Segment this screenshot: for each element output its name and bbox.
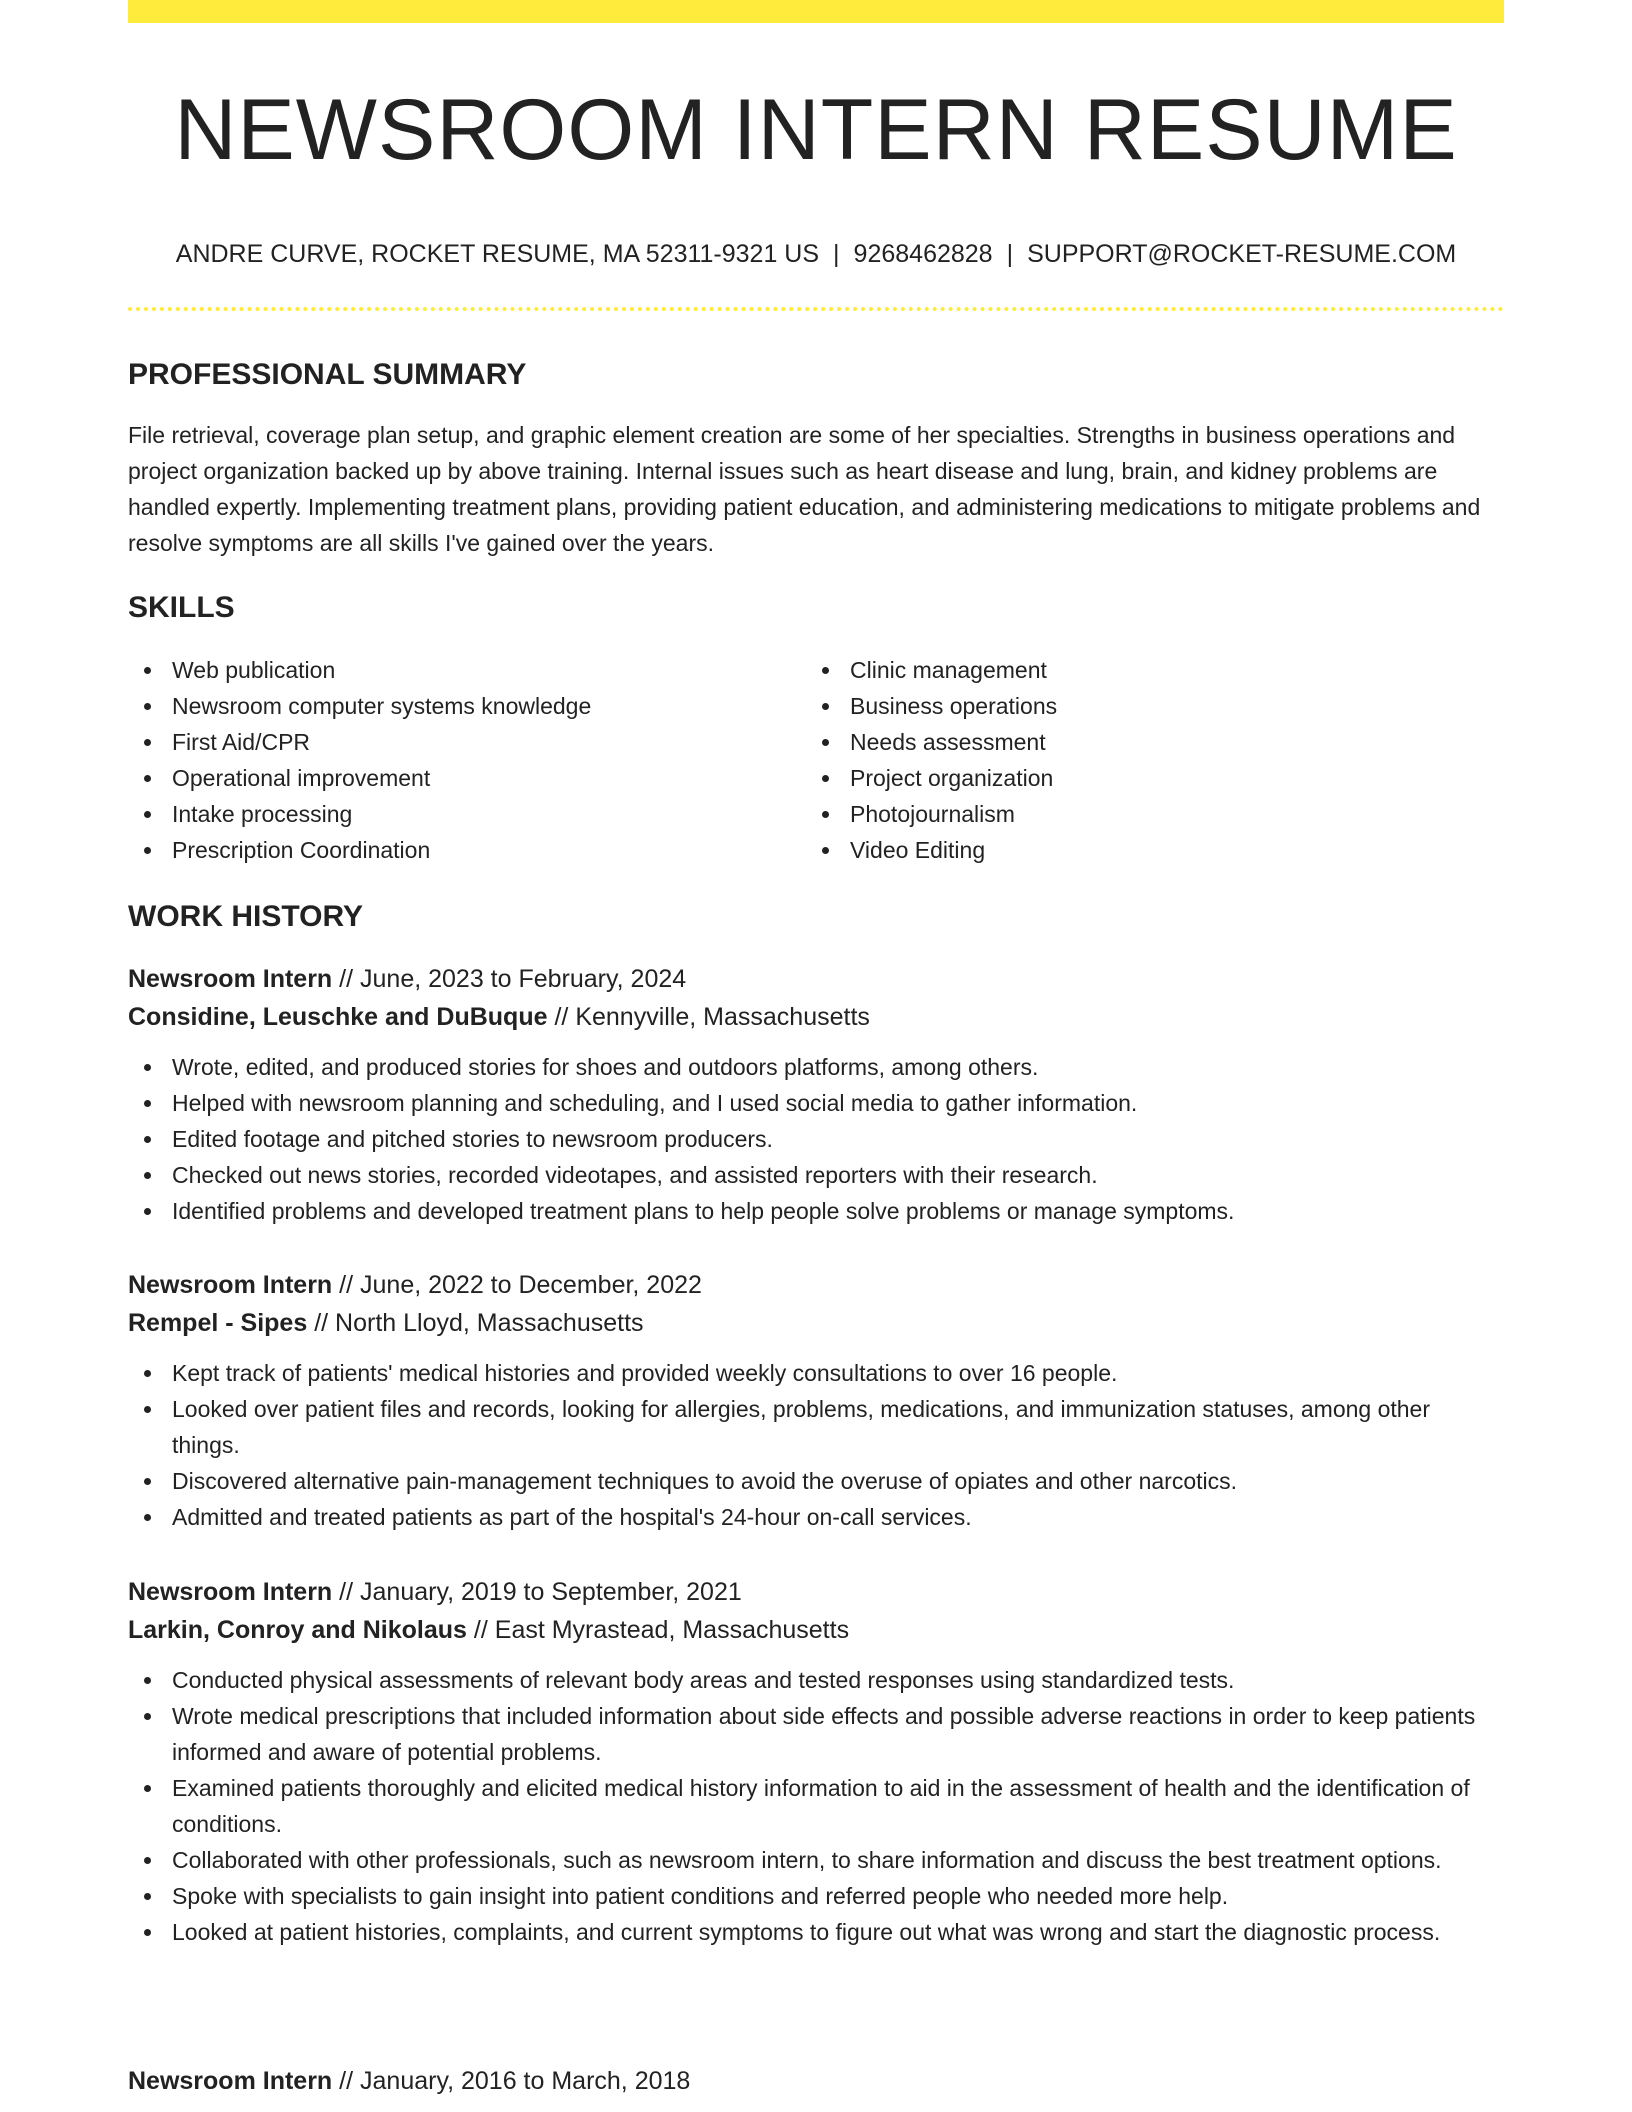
job-dates: June, 2022 to December, 2022 xyxy=(360,1271,702,1299)
job-duty-item: Spoke with specialists to gain insight into patient conditions and referred people who needed more help. xyxy=(128,1878,1504,1914)
skills-heading: SKILLS xyxy=(128,591,235,624)
skill-item: Business operations xyxy=(806,688,1466,724)
job-duties-list xyxy=(128,1355,1504,1535)
skill-item: Prescription Coordination xyxy=(128,832,788,868)
job-company: Considine, Leuschke and DuBuque xyxy=(128,1003,548,1031)
summary-text: File retrieval, coverage plan setup, and graphic element creation are some of her specialties. Strengths in business operations and project organization backed up by above training. Internal issues such as heart disease and lung, brain, and kidney problems are handled expertly. Implementing treatment plans, providing patient education, and administering medications to mitigate problems and resolve symptoms are all skills I've gained over the years. xyxy=(128,422,1481,556)
job-dates: January, 2019 to September, 2021 xyxy=(360,1578,742,1606)
job-duties-list xyxy=(128,1049,1504,1229)
contact-separator: | xyxy=(1006,240,1014,268)
contact-phone: 9268462828 xyxy=(853,240,993,268)
job-dates: June, 2023 to February, 2024 xyxy=(360,965,687,993)
resume-page xyxy=(128,0,1504,2112)
job-entry xyxy=(128,2062,1504,2100)
skill-item: Photojournalism xyxy=(806,796,1466,832)
job-company: Larkin, Conroy and Nikolaus xyxy=(128,1616,467,1644)
skill-item: Project organization xyxy=(806,760,1466,796)
job-title-line xyxy=(128,1266,1504,1304)
job-entry xyxy=(128,960,1504,1229)
job-company-line xyxy=(128,1304,1504,1342)
job-separator: // xyxy=(473,1616,488,1644)
contact-separator: | xyxy=(833,240,840,268)
skill-item: Newsroom computer systems knowledge xyxy=(128,688,788,724)
contact-email: SUPPORT@ROCKET-RESUME.COM xyxy=(1027,240,1457,268)
skills-column-right xyxy=(806,652,1466,868)
job-title-line xyxy=(128,1573,1504,1611)
job-duty-item: Discovered alternative pain-management techniques to avoid the overuse of opiates and other narcotics. xyxy=(128,1463,1504,1499)
summary-heading: PROFESSIONAL SUMMARY xyxy=(128,358,527,391)
skill-item: Intake processing xyxy=(128,796,788,832)
job-duty-item: Collaborated with other professionals, such as newsroom intern, to share information and discuss the best treatment options. xyxy=(128,1842,1504,1878)
job-duty-item: Examined patients thoroughly and elicited medical history information to aid in the assessment of health and the identification of conditions. xyxy=(128,1770,1504,1842)
job-company-line xyxy=(128,998,1504,1036)
job-duty-item: Helped with newsroom planning and scheduling, and I used social media to gather information. xyxy=(128,1085,1504,1121)
job-title: Newsroom Intern xyxy=(128,965,333,993)
job-title: Newsroom Intern xyxy=(128,1271,333,1299)
job-company-line xyxy=(128,1611,1504,1649)
skill-item: Operational improvement xyxy=(128,760,788,796)
skill-item: First Aid/CPR xyxy=(128,724,788,760)
contact-line xyxy=(128,236,1504,272)
skill-item: Clinic management xyxy=(806,652,1466,688)
job-duty-item: Admitted and treated patients as part of the hospital's 24-hour on-call services. xyxy=(128,1499,1504,1535)
contact-address: ANDRE CURVE, ROCKET RESUME, MA 52311-9321 US xyxy=(175,240,820,268)
work-history-heading: WORK HISTORY xyxy=(128,900,364,933)
skill-item: Needs assessment xyxy=(806,724,1466,760)
job-duty-item: Conducted physical assessments of relevant body areas and tested responses using standardized tests. xyxy=(128,1662,1504,1698)
job-separator: // xyxy=(339,965,354,993)
job-duty-item: Wrote, edited, and produced stories for shoes and outdoors platforms, among others. xyxy=(128,1049,1504,1085)
job-duty-item: Checked out news stories, recorded videotapes, and assisted reporters with their research. xyxy=(128,1157,1504,1193)
job-entry xyxy=(128,1266,1504,1535)
job-title-line xyxy=(128,2062,1504,2100)
job-location: East Myrastead, Massachusetts xyxy=(494,1616,850,1644)
job-separator: // xyxy=(339,1578,354,1606)
job-location: Kennyville, Massachusetts xyxy=(575,1003,870,1031)
job-company: Rempel - Sipes xyxy=(128,1309,308,1337)
job-duty-item: Identified problems and developed treatment plans to help people solve problems or manage symptoms. xyxy=(128,1193,1504,1229)
job-title-line xyxy=(128,960,1504,998)
job-separator: // xyxy=(554,1003,569,1031)
job-location: North Lloyd, Massachusetts xyxy=(335,1309,644,1337)
skill-item: Video Editing xyxy=(806,832,1466,868)
job-title: Newsroom Intern xyxy=(128,2067,333,2095)
job-duty-item: Looked over patient files and records, looking for allergies, problems, medications, and immunization statuses, among other things. xyxy=(128,1391,1504,1463)
job-separator: // xyxy=(339,2067,354,2095)
job-title: Newsroom Intern xyxy=(128,1578,333,1606)
job-separator: // xyxy=(314,1309,329,1337)
dotted-divider xyxy=(128,307,1504,311)
job-dates: January, 2016 to March, 2018 xyxy=(360,2067,691,2095)
job-duty-item: Edited footage and pitched stories to newsroom producers. xyxy=(128,1121,1504,1157)
job-duties-list xyxy=(128,1662,1504,1950)
accent-top-bar xyxy=(128,0,1504,23)
job-separator: // xyxy=(339,1271,354,1299)
resume-title: NEWSROOM INTERN RESUME xyxy=(174,82,1458,178)
skill-item: Web publication xyxy=(128,652,788,688)
job-entry xyxy=(128,1573,1504,1950)
job-duty-item: Looked at patient histories, complaints, and current symptoms to figure out what was wrong and start the diagnostic process. xyxy=(128,1914,1504,1950)
job-duty-item: Kept track of patients' medical histories and provided weekly consultations to over 16 people. xyxy=(128,1355,1504,1391)
skills-column-left xyxy=(128,652,788,868)
job-duty-item: Wrote medical prescriptions that included information about side effects and possible adverse reactions in order to keep patients informed and aware of potential problems. xyxy=(128,1698,1504,1770)
